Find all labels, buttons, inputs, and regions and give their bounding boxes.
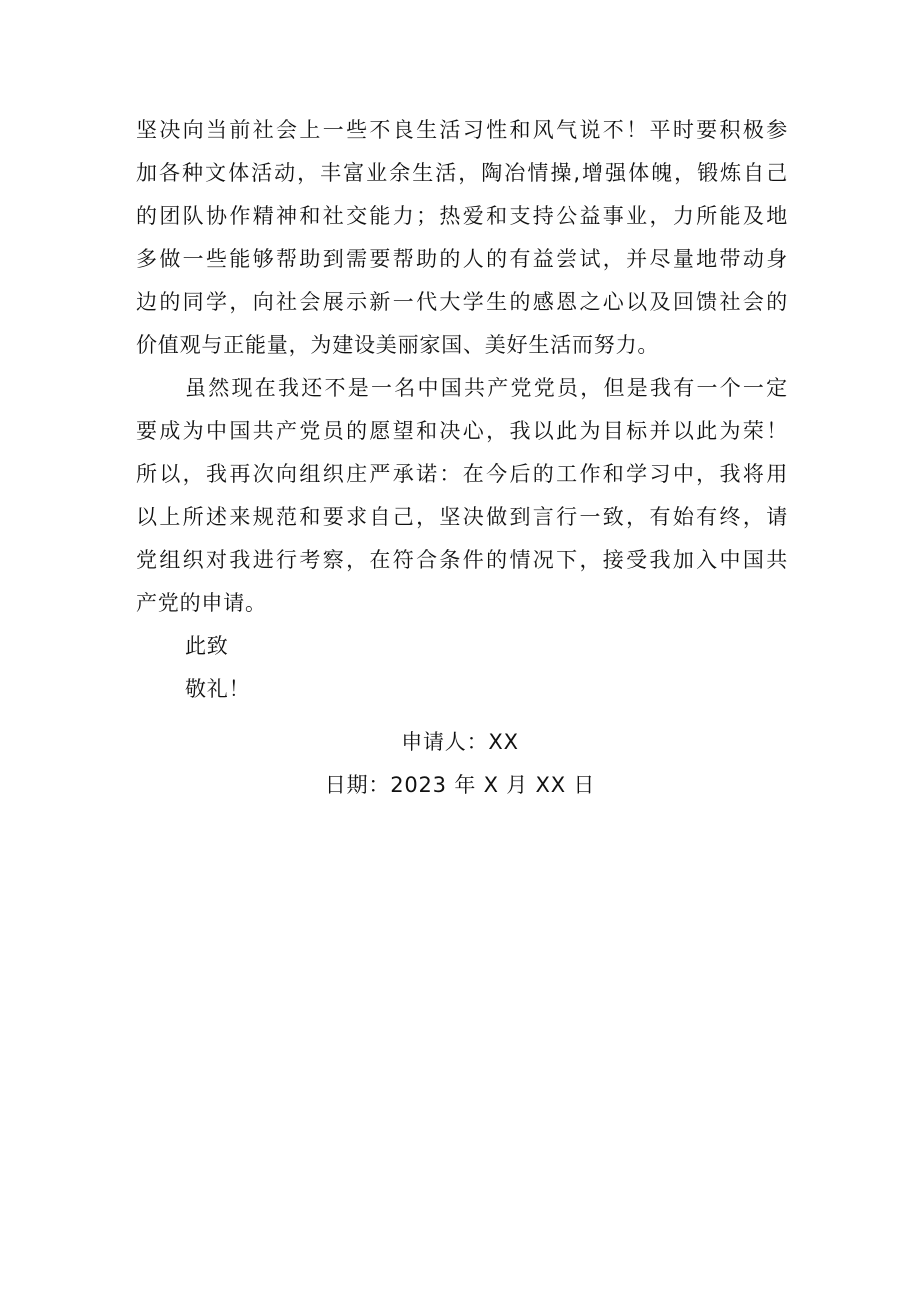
paragraph-1-line-1: 坚决向当前社会上一些不良生活习性和风气说不！平时要积极参 xyxy=(136,118,788,142)
paragraph-2-line-2: 要成为中国共产党员的愿望和决心，我以此为目标并以此为荣！ xyxy=(136,419,788,443)
paragraph-2 xyxy=(136,367,788,625)
applicant-signature: 申请人：XX xyxy=(401,730,519,754)
paragraph-2-line-5: 党组织对我进行考察，在符合条件的情况下，接受我加入中国共 xyxy=(136,548,788,572)
application-date: 日期：2023 年 X 月 XX 日 xyxy=(324,773,596,797)
paragraph-2-line-3: 所以，我再次向组织庄严承诺：在今后的工作和学习中，我将用 xyxy=(136,462,788,486)
paragraph-1 xyxy=(136,109,788,367)
letter-body xyxy=(136,109,788,711)
closing-salutation: 此致 xyxy=(185,634,229,658)
paragraph-1-line-2: 加各种文体活动，丰富业余生活，陶冶情操,增强体魄，锻炼自己 xyxy=(136,161,788,185)
paragraph-2-line-1: 虽然现在我还不是一名中国共产党党员，但是我有一个一定 xyxy=(185,376,788,400)
closing-respect: 敬礼！ xyxy=(185,677,251,701)
paragraph-1-line-5: 边的同学，向社会展示新一代大学生的感恩之心以及回馈社会的 xyxy=(136,290,788,314)
paragraph-2-line-6: 产党的申请。 xyxy=(136,591,267,615)
paragraph-1-line-3: 的团队协作精神和社交能力；热爱和支持公益事业，力所能及地 xyxy=(136,204,788,228)
paragraph-1-line-6: 价值观与正能量，为建设美丽家国、美好生活而努力。 xyxy=(136,333,660,357)
paragraph-1-line-4: 多做一些能够帮助到需要帮助的人的有益尝试，并尽量地带动身 xyxy=(136,247,788,271)
paragraph-2-line-4: 以上所述来规范和要求自己，坚决做到言行一致，有始有终，请 xyxy=(136,505,788,529)
